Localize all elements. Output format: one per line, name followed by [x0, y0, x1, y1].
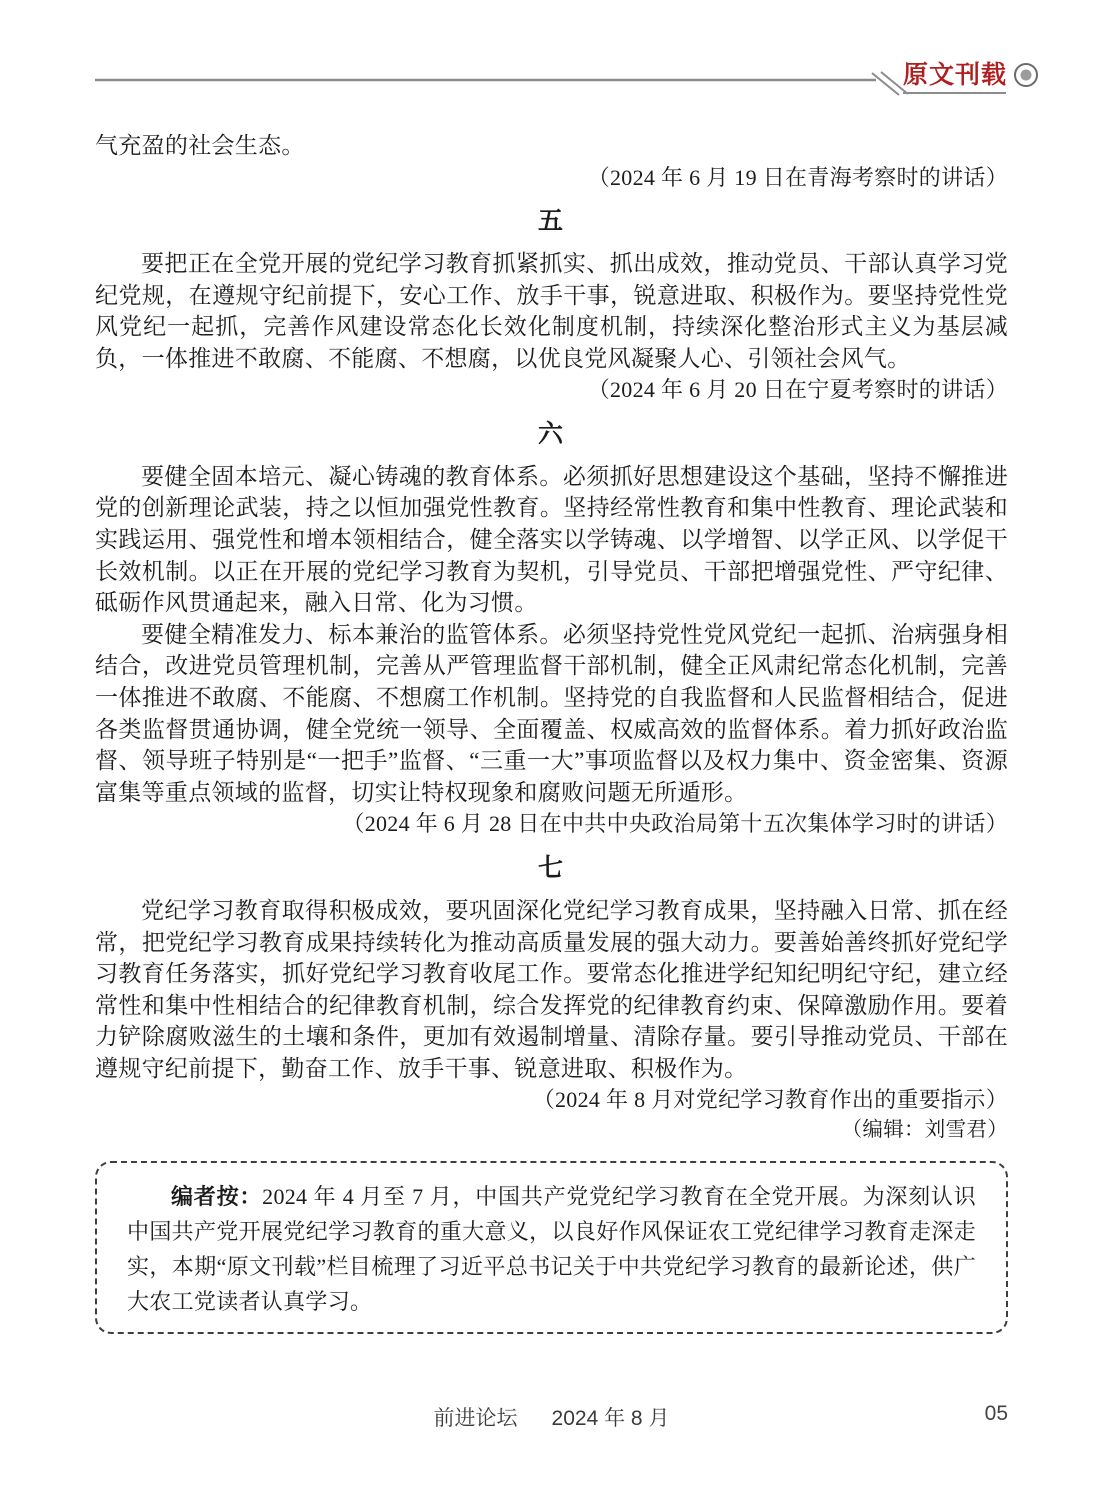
journal-name: 前进论坛: [433, 1407, 518, 1430]
attribution-politburo: （2024 年 6 月 28 日在中共中央政治局第十五次集体学习时的讲话）: [342, 811, 1008, 837]
editor-note-text: [127, 1179, 976, 1319]
paragraph-five: 要把正在全党开展的党纪学习教育抓紧抓实、抓出成效，推动党员、干部认真学习党纪党规，在遵规守纪前提下，安心工作、放手干事，锐意进取、积极作为。要坚持党性党风党纪一起抓，完善作风建设常态化长效化制度机制，持续深化整治形式主义为基层减负，一体推进不敢腐、不能腐、不想腐，以优良党风凝聚人心、引领社会风气。: [95, 251, 1008, 371]
paragraph-seven: 党纪学习教育取得积极成效，要巩固深化党纪学习教育成果，坚持融入日常、抓在经常，把党纪学习教育成果持续转化为推动高质量发展的强大动力。要善始善终抓好党纪学习教育任务落实，抓好党纪学习教育收尾工作。要常态化推进学纪知纪明纪守纪，建立经常性和集中性相结合的纪律教育机制，综合发挥党的纪律教育约束、保障激励作用。要着力铲除腐败滋生的土壤和条件，更加有效遏制增量、清除存量。要引导推动党员、干部在遵规守纪前提下，勤奋工作、放手干事、锐意进取、积极作为。: [95, 897, 1008, 1081]
editor-note-body: 2024 年 4 月至 7 月，中国共产党党纪学习教育在全党开展。为深刻认识中国共产党开展党纪学习教育的重大意义，以良好作风保证农工党纪律学习教育走深走实，本期“原文刊载”栏目梳理了习近平总书记关于中共党纪学习教育的最新论述，供广大农工党读者认真学习。: [127, 1183, 977, 1314]
section-heading-five: 五: [537, 208, 565, 235]
continuation-text: 气充盈的社会生态。: [95, 133, 305, 158]
paragraph-six-1: 要健全固本培元、凝心铸魂的教育体系。必须抓好思想建设这个基础，坚持不懈推进党的创新理论武装，持之以恒加强党性教育。坚持经常性教育和集中性教育、理论武装和实践运用、强党性和增本领相结合，健全落实以学铸魂、以学增智、以学正风、以学促干长效机制。以正在开展的党纪学习教育为契机，引导党员、干部把增强党性、严守纪律、砥砺作风贯通起来，融入日常、化为习惯。: [95, 463, 1008, 616]
page-number: 05: [984, 1402, 1008, 1425]
editor-credit: （编辑：刘雪君）: [841, 1118, 1008, 1141]
page-footer: [95, 1402, 1008, 1432]
article-body: [95, 130, 1008, 1334]
attribution-qinghai: （2024 年 6 月 19 日在青海考察时的讲话）: [587, 164, 1008, 190]
section-heading-six: 六: [537, 420, 565, 448]
attribution-ningxia: （2024 年 6 月 20 日在宁夏考察时的讲话）: [587, 377, 1008, 403]
section-heading-seven: 七: [537, 854, 565, 882]
paragraph-six-2: 要健全精准发力、标本兼治的监管体系。必须坚持党性党风党纪一起抓、治病强身相结合，改进党员管理机制，完善从严管理监督干部机制，健全正风肃纪常态化机制，完善一体推进不敢腐、不能腐、不想腐工作机制。坚持党的自我监督和人民监督相结合，促进各类监督贯通协调，健全党统一领导、全面覆盖、权威高效的监督体系。着力抓好政治监督、领导班子特别是“一把手”监督、“三重一大”事项监督以及权力集中、资金密集、资源富集等重点领域的监督，切实让特权现象和腐败问题无所遁形。: [95, 621, 1008, 805]
attribution-directive: （2024 年 8 月对党纪学习教育作出的重要指示）: [532, 1087, 1008, 1113]
editor-note-box: [95, 1161, 1008, 1334]
page-header: [0, 0, 1102, 112]
issue-date: 2024 年 8 月: [551, 1407, 670, 1430]
editor-note-label: 编者按：: [171, 1183, 263, 1209]
column-title: 原文刊载: [903, 62, 1008, 89]
bullseye-icon: [1013, 62, 1039, 88]
